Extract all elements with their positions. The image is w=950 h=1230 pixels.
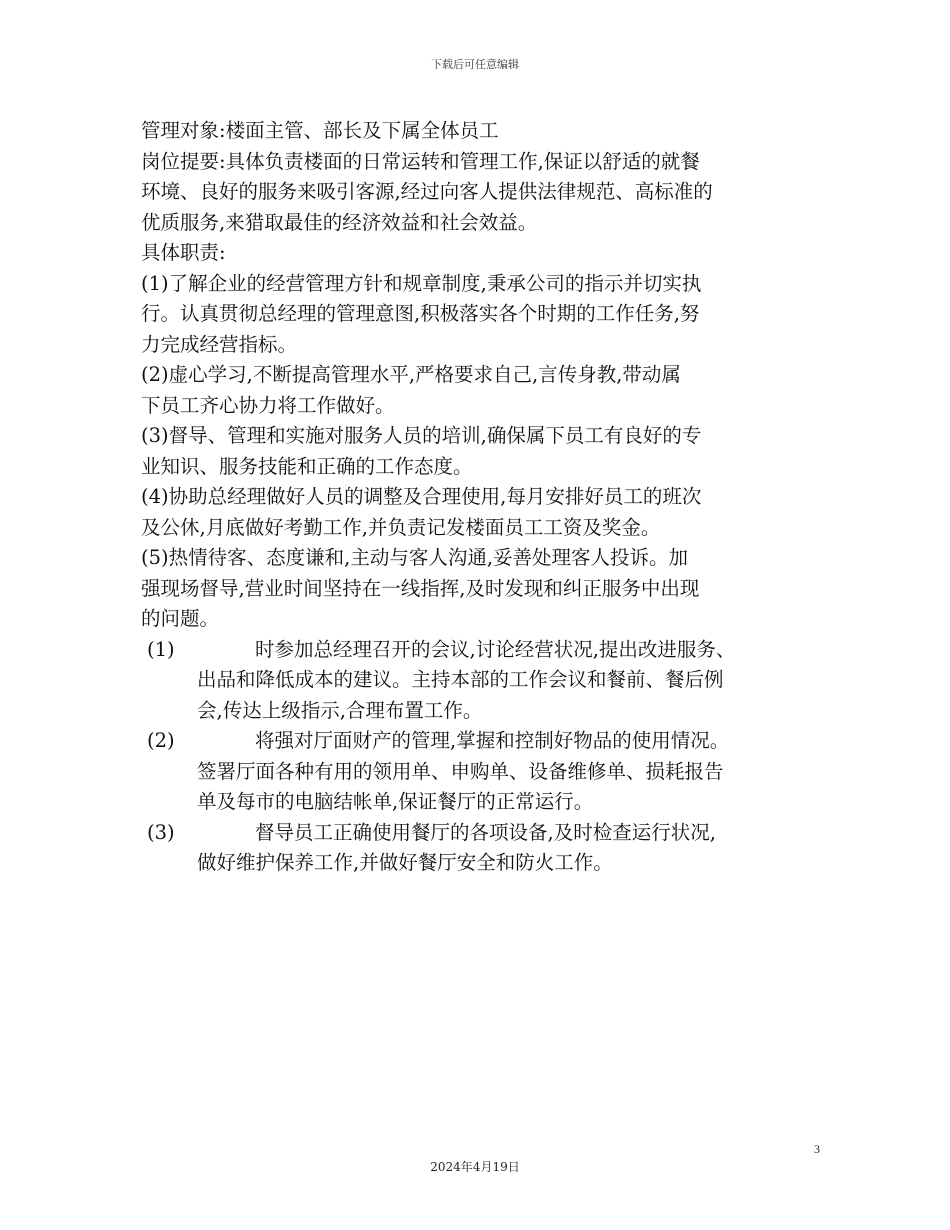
sub-item-3-marker: (3) bbox=[147, 820, 175, 844]
duty-item-2-line-2: 下员工齐心协力将工作做好。 bbox=[141, 393, 395, 417]
sub-item-3-line-1 bbox=[141, 818, 831, 849]
sub-item-2-text: 将强对厅面财产的管理,掌握和控制好物品的使用情况。 bbox=[255, 729, 730, 752]
page-number: 3 bbox=[814, 1142, 820, 1156]
sub-item-3-text: 督导员工正确使用餐厅的各项设备,及时检查运行状况, bbox=[255, 820, 716, 844]
duty-item-3-line-1: (3)督导、管理和实施对服务人员的培训,确保属下员工有良好的专 bbox=[141, 424, 702, 447]
duties-heading: 具体职责: bbox=[141, 241, 226, 264]
duty-item-4-line-1: (4)协助总经理做好人员的调整及合理使用,每月安排好员工的班次 bbox=[141, 485, 702, 508]
duty-item-3-line-2: 业知识、服务技能和正确的工作态度。 bbox=[141, 454, 473, 478]
sub-item-1-marker: (1) bbox=[147, 637, 175, 661]
sub-item-2-marker: (2) bbox=[147, 729, 175, 752]
document-body bbox=[141, 116, 831, 879]
sub-item-1-line-2: 出品和降低成本的建议。主持本部的工作会议和餐前、餐后例 bbox=[197, 668, 724, 691]
sub-item-1-line-3: 会,传达上级指示,合理布置工作。 bbox=[197, 698, 483, 722]
sub-item-1-text: 时参加总经理召开的会议,讨论经营状况,提出改进服务、 bbox=[255, 637, 736, 661]
sub-item-1-line-1 bbox=[141, 635, 831, 666]
page-footer-date: 2024年4月19日 bbox=[430, 1160, 520, 1174]
sub-item-2-line-3: 单及每市的电脑结帐单,保证餐厅的正常运行。 bbox=[197, 790, 594, 813]
duty-item-2-line-1: (2)虚心学习,不断提高管理水平,严格要求自己,言传身教,带动属 bbox=[141, 363, 681, 386]
duty-item-5-line-2: 强现场督导,营业时间坚持在一线指挥,及时发现和纠正服务中出现 bbox=[141, 576, 700, 600]
sub-item-2-line-1 bbox=[141, 726, 831, 757]
sub-item-2-line-2: 签署厅面各种有用的领用单、申购单、设备维修单、损耗报告 bbox=[197, 759, 724, 783]
duty-item-5-line-1: (5)热情待客、态度谦和,主动与客人沟通,妥善处理客人投诉。加 bbox=[141, 546, 689, 569]
management-target-line: 管理对象:楼面主管、部长及下属全体员工 bbox=[141, 119, 499, 142]
page-header: 下载后可任意编辑 bbox=[431, 58, 519, 71]
duty-item-1-line-3: 力完成经营指标。 bbox=[141, 332, 298, 356]
duty-item-1-line-1: (1)了解企业的经营管理方针和规章制度,秉承公司的指示并切实执 bbox=[141, 271, 702, 295]
position-summary-line-3: 优质服务,来猎取最佳的经济效益和社会效益。 bbox=[141, 210, 538, 234]
duty-item-4-line-2: 及公休,月底做好考勤工作,并负责记发楼面员工工资及奖金。 bbox=[141, 515, 661, 539]
sub-item-3-line-2: 做好维护保养工作,并做好餐厅安全和防火工作。 bbox=[197, 851, 613, 874]
position-summary-line-1: 岗位提要:具体负责楼面的日常运转和管理工作,保证以舒适的就餐 bbox=[141, 149, 700, 173]
duty-item-1-line-2: 行。认真贯彻总经理的管理意图,积极落实各个时期的工作任务,努 bbox=[141, 302, 700, 325]
position-summary-line-2: 环境、良好的服务来吸引客源,经过向客人提供法律规范、高标准的 bbox=[141, 180, 713, 203]
duty-item-5-line-3: 的问题。 bbox=[141, 607, 220, 630]
